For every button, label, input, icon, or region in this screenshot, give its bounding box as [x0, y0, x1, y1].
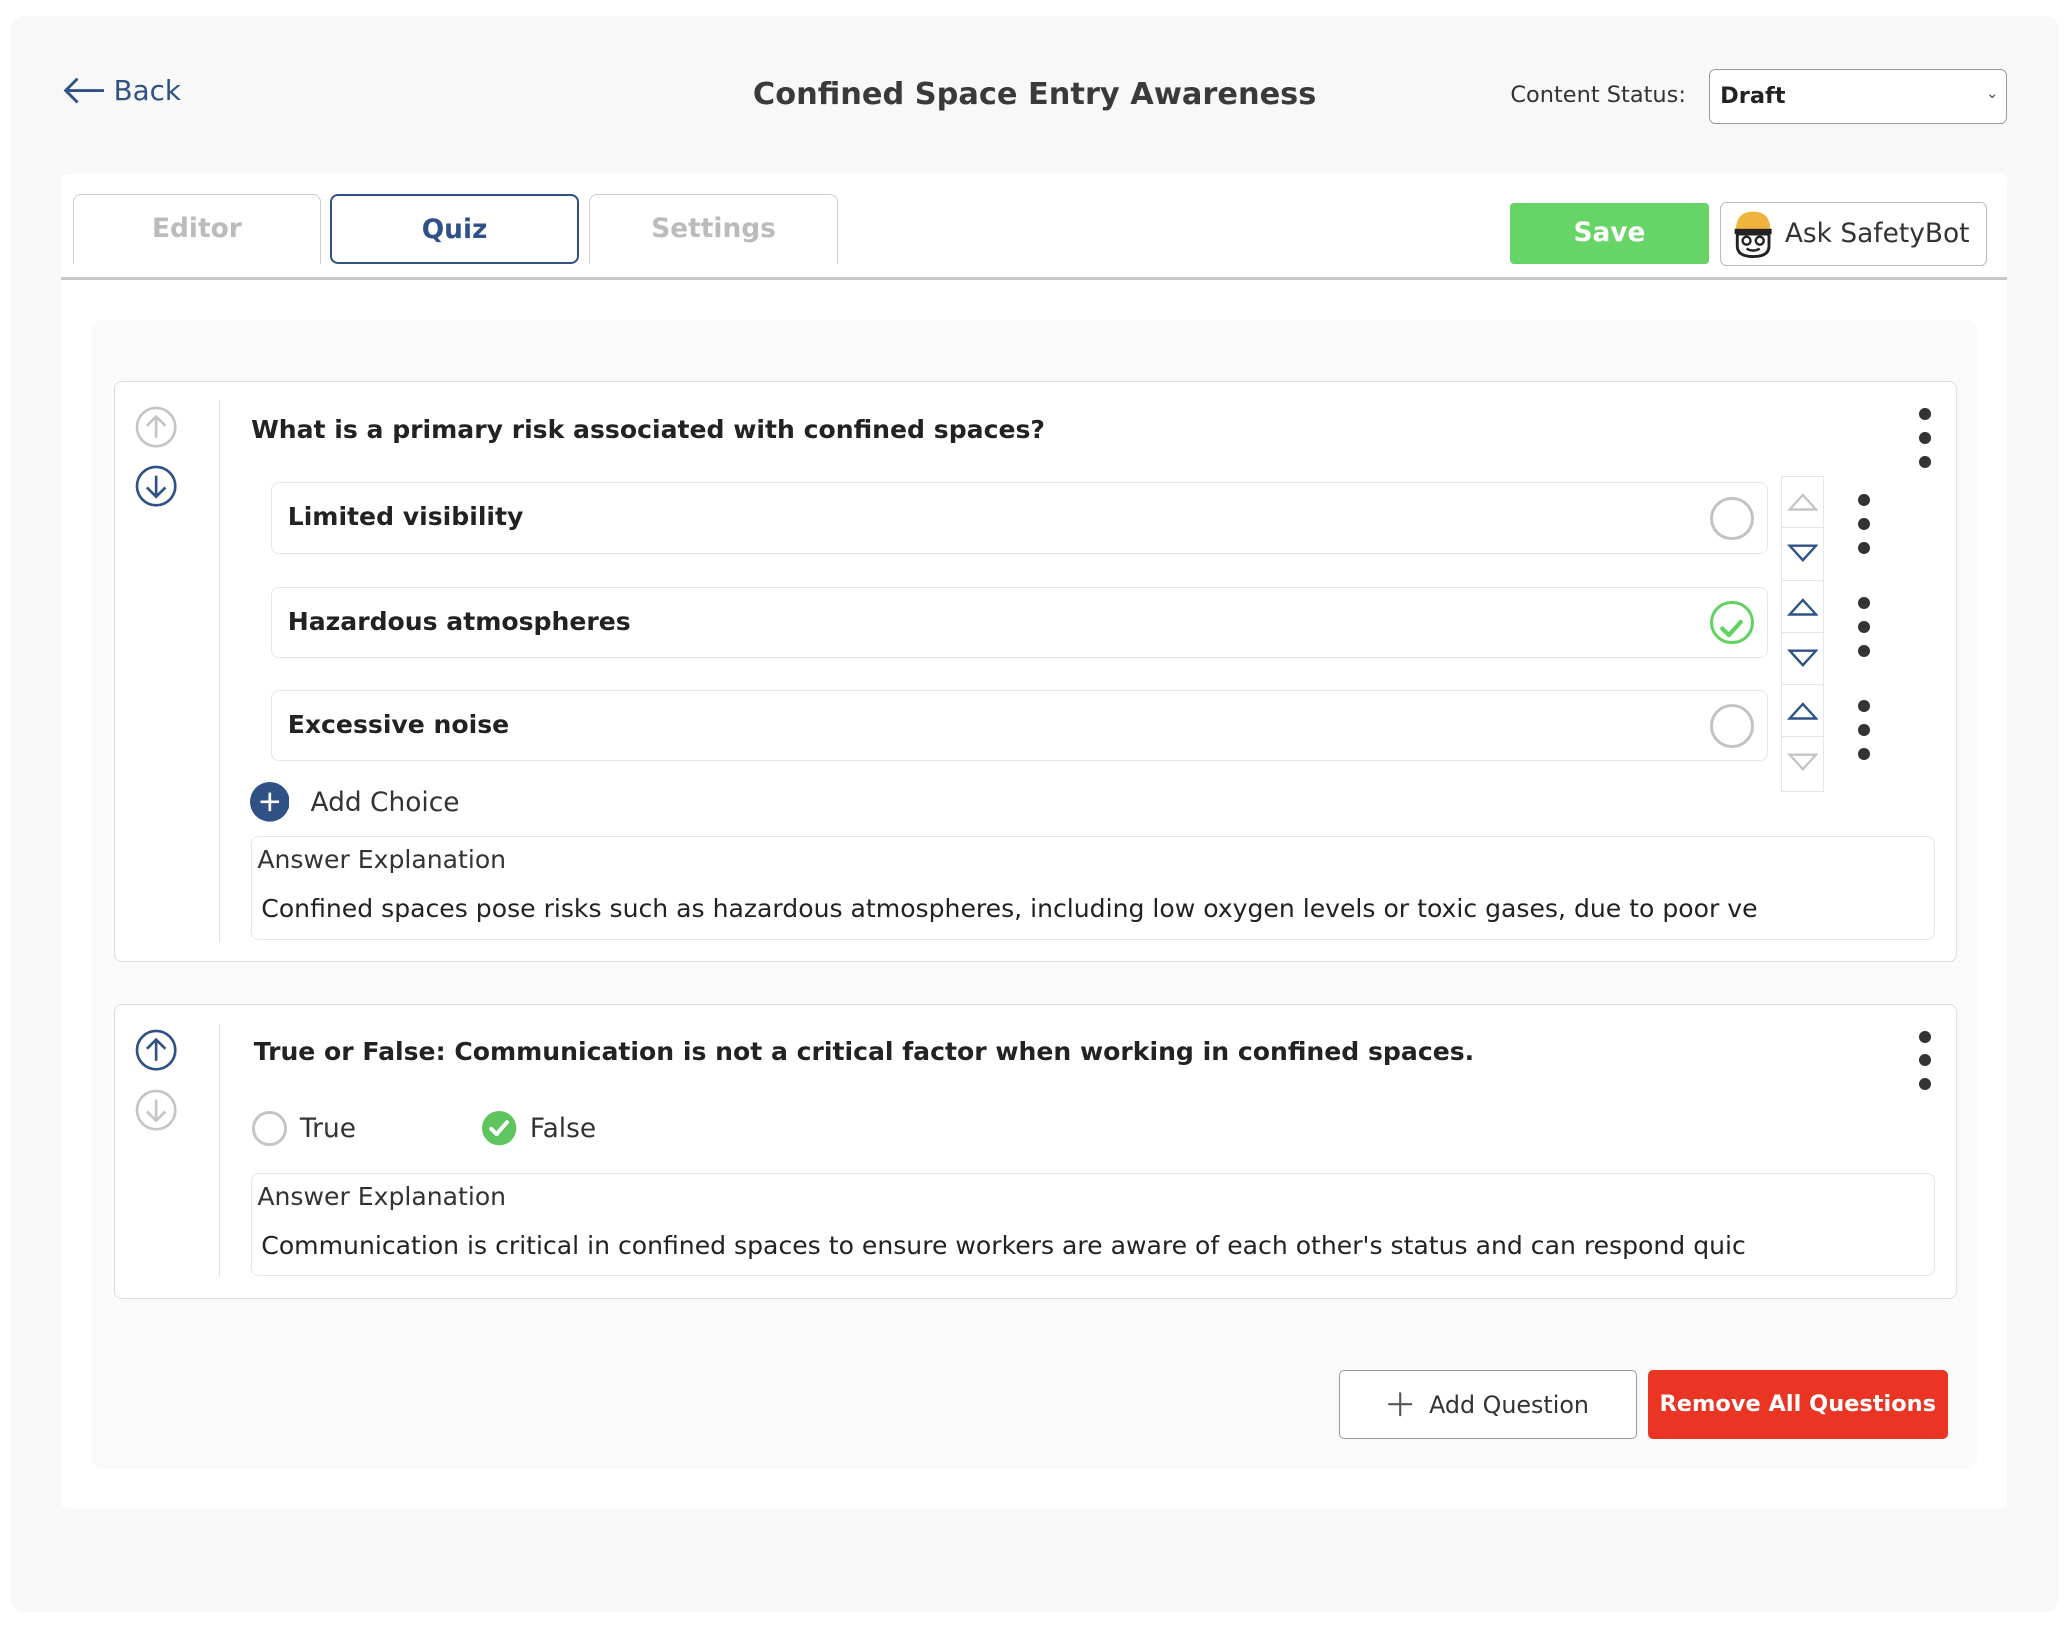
move-down-icon[interactable]	[135, 1089, 177, 1131]
save-button[interactable]: Save	[1510, 203, 1708, 264]
choice-down-icon[interactable]	[1782, 737, 1822, 789]
add-choice-label: Add Choice	[310, 786, 460, 818]
move-up-icon[interactable]	[135, 1029, 177, 1071]
back-link[interactable]	[63, 74, 181, 107]
content-status-select[interactable]	[1709, 69, 2008, 124]
choice-up-icon[interactable]	[1782, 685, 1822, 737]
answer-explanation-label: Answer Explanation	[257, 845, 507, 875]
move-down-icon[interactable]	[135, 465, 177, 507]
choice-reorder	[1781, 476, 1823, 583]
question-title[interactable]: True or False: Communication is not a critical factor when working in confined spaces.	[253, 1037, 1475, 1067]
true-option[interactable]	[252, 1111, 356, 1145]
question-title[interactable]: What is a primary risk associated with confined spaces?	[251, 414, 1045, 444]
divider	[219, 400, 220, 942]
plus-icon	[1387, 1391, 1413, 1417]
plus-circle-icon	[250, 782, 290, 822]
move-up-icon[interactable]	[135, 406, 177, 448]
answer-explanation-field[interactable]	[251, 1173, 1934, 1276]
safetybot-label: Ask SafetyBot	[1784, 218, 1970, 250]
choice-menu-icon[interactable]	[1858, 494, 1871, 553]
tab-divider	[61, 277, 2007, 280]
choice-label: Hazardous atmospheres	[287, 606, 631, 636]
page-title: Confined Space Entry Awareness	[752, 76, 1317, 112]
choice-item[interactable]	[271, 690, 1768, 761]
choice-item[interactable]	[271, 587, 1768, 658]
choice-reorder	[1781, 580, 1823, 687]
answer-explanation-text: Confined spaces pose risks such as hazardous atmospheres, including low oxygen levels or toxic gases, due to poor ve	[261, 894, 1758, 924]
checkmark-filled-icon[interactable]	[482, 1111, 516, 1145]
checkmark-circle-icon[interactable]	[1710, 601, 1754, 645]
radio-unchecked-icon[interactable]	[252, 1111, 286, 1145]
choice-menu-icon[interactable]	[1858, 700, 1871, 759]
true-label: True	[299, 1112, 357, 1144]
question-menu-icon[interactable]	[1919, 1031, 1932, 1090]
choice-down-icon[interactable]	[1782, 528, 1822, 580]
tab-editor[interactable]: Editor	[73, 194, 321, 264]
radio-unchecked-icon[interactable]	[1710, 704, 1754, 748]
chevron-down-icon: ⌄	[1986, 85, 1999, 102]
false-label: False	[529, 1112, 597, 1144]
choice-up-icon[interactable]	[1782, 581, 1822, 633]
remove-all-questions-button[interactable]: Remove All Questions	[1648, 1370, 1948, 1439]
answer-explanation-field[interactable]	[251, 836, 1934, 939]
divider	[219, 1024, 220, 1278]
choice-label: Excessive noise	[287, 709, 510, 739]
back-label: Back	[113, 73, 181, 107]
arrow-left-icon	[63, 76, 105, 105]
tab-quiz[interactable]: Quiz	[330, 194, 578, 264]
false-option[interactable]	[482, 1111, 596, 1145]
content-status-label: Content Status:	[1510, 81, 1686, 108]
radio-unchecked-icon[interactable]	[1710, 497, 1754, 541]
choice-label: Limited visibility	[287, 502, 524, 532]
answer-explanation-label: Answer Explanation	[257, 1182, 507, 1212]
choice-reorder	[1781, 684, 1823, 791]
add-question-label: Add Question	[1429, 1390, 1589, 1419]
choice-item[interactable]	[271, 482, 1768, 553]
ask-safetybot-button[interactable]	[1720, 202, 1987, 265]
safetybot-avatar-icon	[1732, 209, 1774, 259]
choice-up-icon[interactable]	[1782, 477, 1822, 529]
choice-down-icon[interactable]	[1782, 633, 1822, 685]
question-menu-icon[interactable]	[1919, 408, 1932, 467]
choice-menu-icon[interactable]	[1858, 597, 1871, 656]
add-choice-button[interactable]	[250, 782, 460, 822]
tab-settings[interactable]: Settings	[589, 194, 837, 264]
add-question-button[interactable]	[1339, 1370, 1638, 1439]
content-status-value: Draft	[1720, 82, 1786, 109]
answer-explanation-text: Communication is critical in confined spaces to ensure workers are aware of each other's status and can respond quic	[261, 1231, 1746, 1261]
